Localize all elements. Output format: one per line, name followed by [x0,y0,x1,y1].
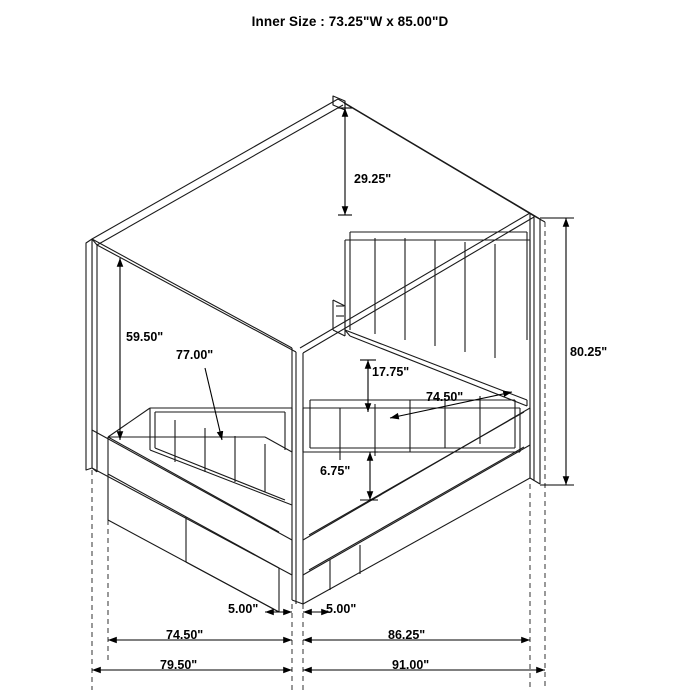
dim-label-74-50-width: 74.50" [166,628,204,642]
dim-label-5-00-right: 5.00" [326,602,357,616]
dim-label-17-75: 17.75" [372,365,410,379]
dim-label-77-00: 77.00" [176,348,214,362]
dim-label-79-50: 79.50" [160,658,198,672]
dim-label-86-25: 86.25" [388,628,426,642]
dim-label-91-00: 91.00" [392,658,430,672]
dim-label-80-25: 80.25" [570,345,608,359]
page-title: Inner Size : 73.25"W x 85.00"D [251,14,449,29]
dim-label-29-25: 29.25" [354,172,392,186]
dim-label-5-00-left: 5.00" [228,602,259,616]
dim-label-74-50-slat: 74.50" [426,390,464,404]
extension-lines [92,222,545,690]
bed-geometry [86,96,545,612]
dim-label-59-50: 59.50" [126,330,164,344]
dimension-lines [92,108,574,670]
dim-label-6-75: 6.75" [320,464,351,478]
